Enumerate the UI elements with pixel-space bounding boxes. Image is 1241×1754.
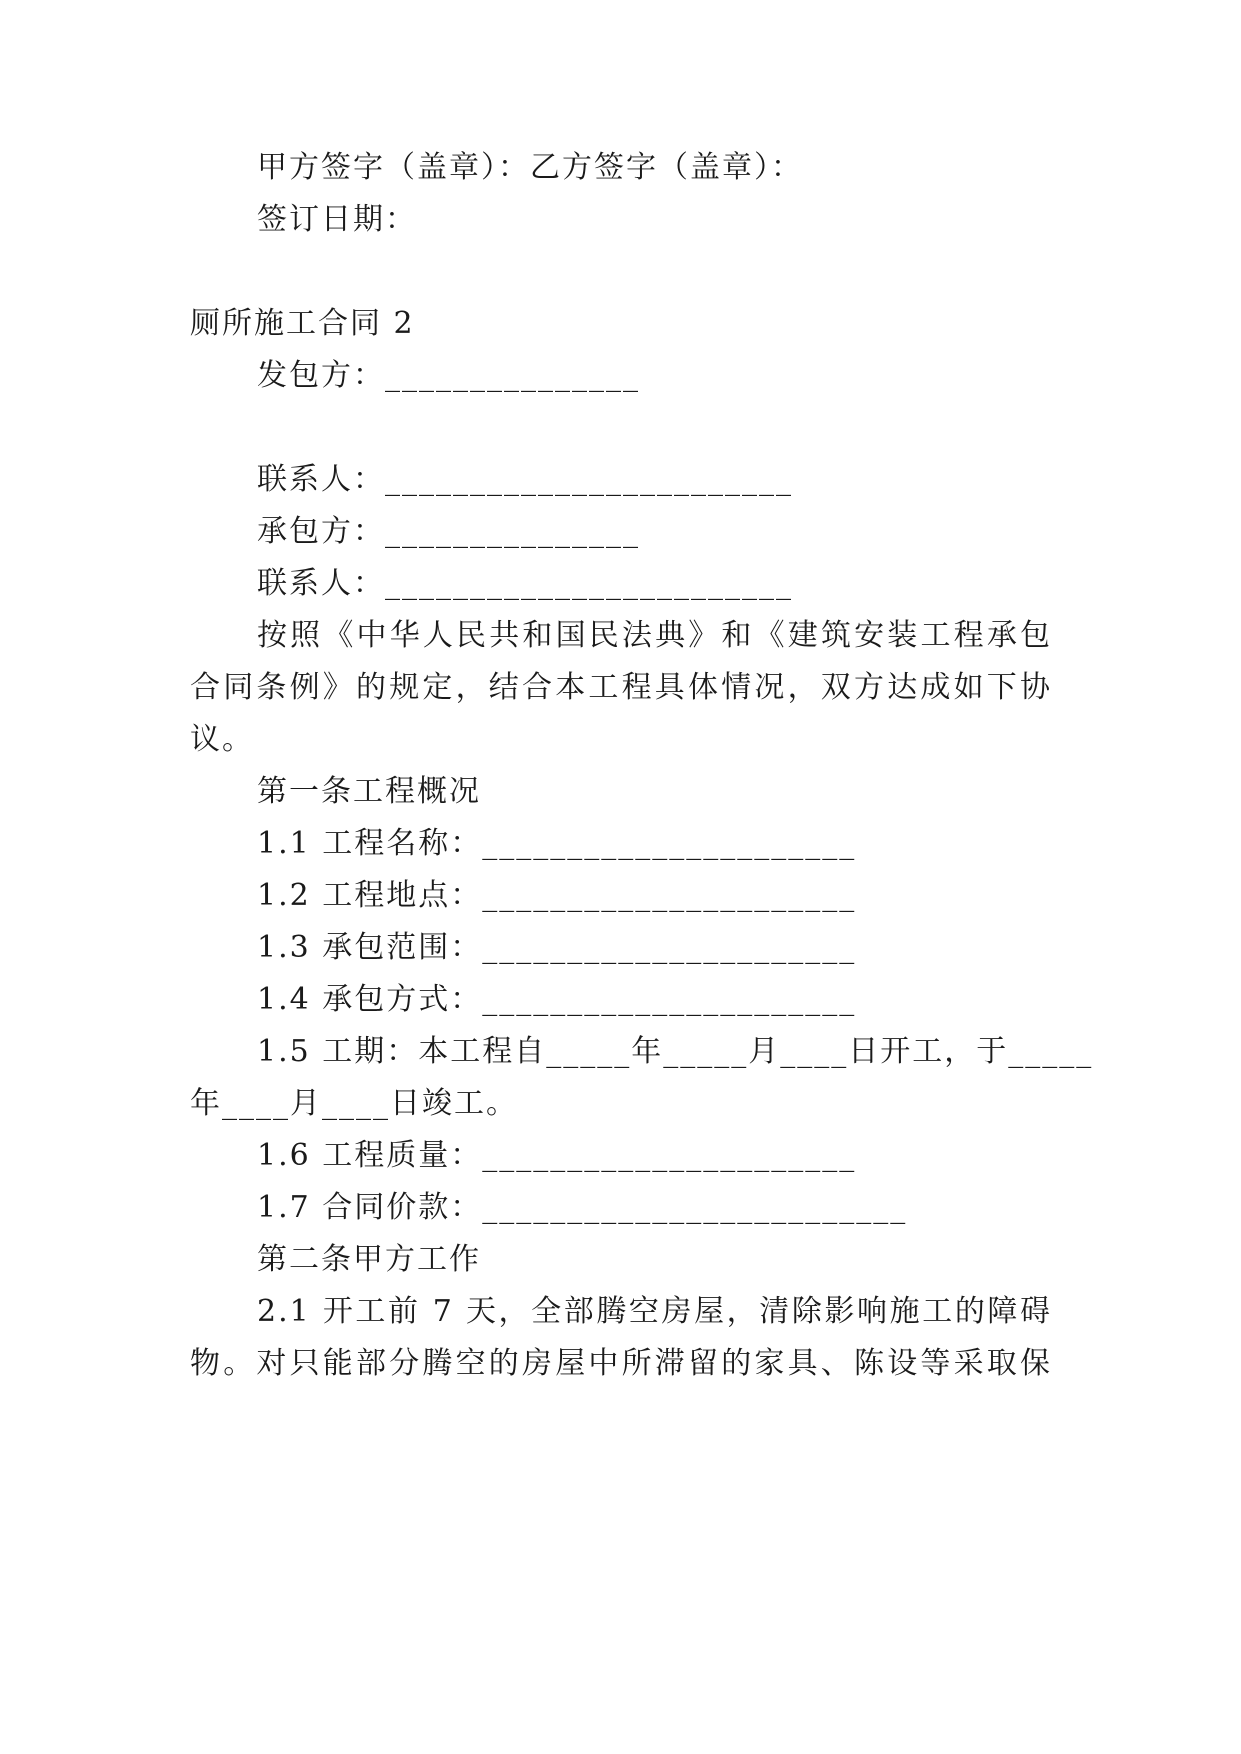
contractor-contact-line: 联系人：________________________ bbox=[257, 566, 793, 601]
employer-contact-line: 联系人：________________________ bbox=[257, 462, 793, 497]
item-1-3: 1.3 承包范围：______________________ bbox=[257, 930, 857, 965]
item-1-6: 1.6 工程质量：______________________ bbox=[257, 1138, 857, 1173]
item-1-1: 1.1 工程名称：______________________ bbox=[257, 826, 857, 861]
preamble-line-3: 议。 bbox=[190, 722, 254, 757]
item-1-5-line-2: 年____月____日竣工。 bbox=[190, 1086, 518, 1121]
item-1-7: 1.7 合同价款：_________________________ bbox=[257, 1190, 908, 1225]
article-1-heading: 第一条工程概况 bbox=[257, 774, 481, 809]
item-2-1-line-2: 物。对只能部分腾空的房屋中所滞留的家具、陈设等采取保 bbox=[190, 1346, 1052, 1381]
item-1-4: 1.4 承包方式：______________________ bbox=[257, 982, 857, 1017]
employer-line: 发包方：_______________ bbox=[257, 358, 640, 393]
contract-title: 厕所施工合同 2 bbox=[190, 306, 415, 341]
item-2-1-line-1: 2.1 开工前 7 天，全部腾空房屋，清除影响施工的障碍 bbox=[257, 1294, 1052, 1329]
article-2-heading: 第二条甲方工作 bbox=[257, 1242, 481, 1277]
item-1-2: 1.2 工程地点：______________________ bbox=[257, 878, 857, 913]
party-signature-line: 甲方签字（盖章）：乙方签字（盖章）： bbox=[257, 150, 803, 185]
sign-date-line: 签订日期： bbox=[257, 202, 417, 237]
preamble-line-2: 合同条例》的规定，结合本工程具体情况，双方达成如下协 bbox=[190, 670, 1052, 705]
contractor-line: 承包方：_______________ bbox=[257, 514, 640, 549]
item-1-5-line-1: 1.5 工期：本工程自_____年_____月____日开工，于_____ bbox=[257, 1034, 1094, 1069]
preamble-line-1: 按照《中华人民共和国民法典》和《建筑安装工程承包 bbox=[257, 618, 1052, 653]
